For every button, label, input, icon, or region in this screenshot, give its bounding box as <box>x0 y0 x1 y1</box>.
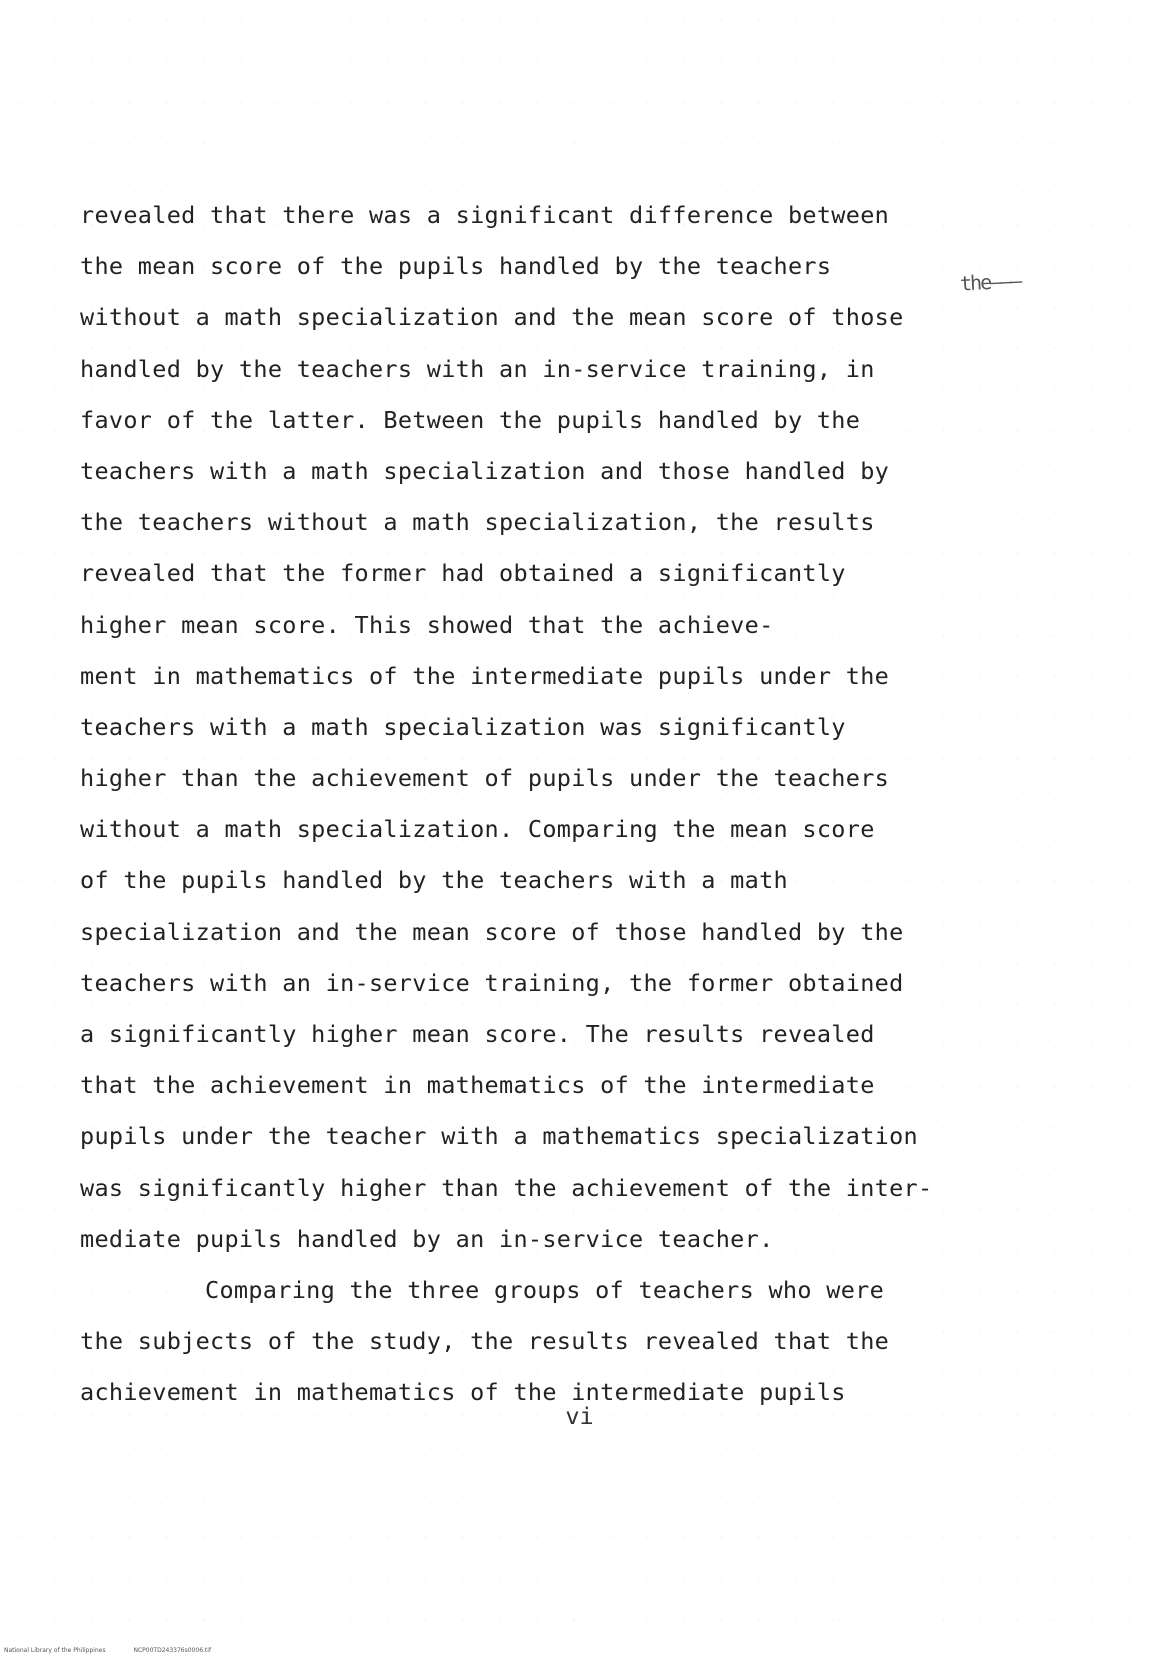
text-line: pupils under the teacher with a mathematics specialization <box>80 1122 918 1151</box>
text-line: teachers with a math specialization was significantly <box>80 712 846 741</box>
text-line: revealed that the former had obtained a significantly <box>80 559 846 588</box>
struck-out-word <box>959 268 1020 295</box>
text-line: the subjects of the study, the results revealed that the <box>80 1327 890 1356</box>
struck-word-text: the <box>959 270 991 296</box>
text-line: without a math specialization. Comparing the mean score <box>80 815 875 844</box>
text-line: higher mean score. This showed that the achieve- <box>80 610 774 639</box>
strike-mark: ——— <box>989 268 1021 294</box>
text-line: of the pupils handled by the teachers with a math <box>80 866 788 895</box>
text-line: handled by the teachers with an in-service training, in <box>80 354 875 383</box>
text-line: mediate pupils handled by an in-service teacher. <box>80 1224 774 1253</box>
library-credit: National Library of the Philippines <box>4 1647 106 1654</box>
text-line: that the achievement in mathematics of the intermediate <box>80 1071 875 1100</box>
text-line: ment in mathematics of the intermediate pupils under the <box>80 661 890 690</box>
paragraph-1 <box>80 190 1080 1265</box>
text-line: teachers with a math specialization and those handled by <box>80 456 890 485</box>
text-line: the mean score of the pupils handled by the teachers <box>80 252 832 281</box>
text-line: was significantly higher than the achievement of the inter- <box>80 1173 933 1202</box>
page-number: vi <box>565 1402 594 1430</box>
text-line: Comparing the three groups of teachers who were <box>205 1275 885 1304</box>
text-line: favor of the latter. Between the pupils handled by the <box>80 405 861 434</box>
typewritten-page <box>80 190 1080 1419</box>
scan-footer <box>4 1647 211 1654</box>
text-line: a significantly higher mean score. The results revealed <box>80 1020 875 1048</box>
file-identifier: NCP00TD243376s0006.tif <box>133 1647 212 1654</box>
text-line: the teachers without a math specialization, the results <box>80 508 875 537</box>
text-line: without a math specialization and the mean score of those <box>80 303 904 332</box>
text-line: achievement in mathematics of the intermediate pupils <box>80 1378 846 1407</box>
text-line: specialization and the mean score of those handled by the <box>80 917 904 946</box>
text-line: higher than the achievement of pupils under the teachers <box>80 764 890 793</box>
paragraph-2 <box>80 1265 1080 1419</box>
text-line: revealed that there was a significant difference between <box>80 201 890 229</box>
text-line: teachers with an in-service training, the former obtained <box>80 968 904 997</box>
